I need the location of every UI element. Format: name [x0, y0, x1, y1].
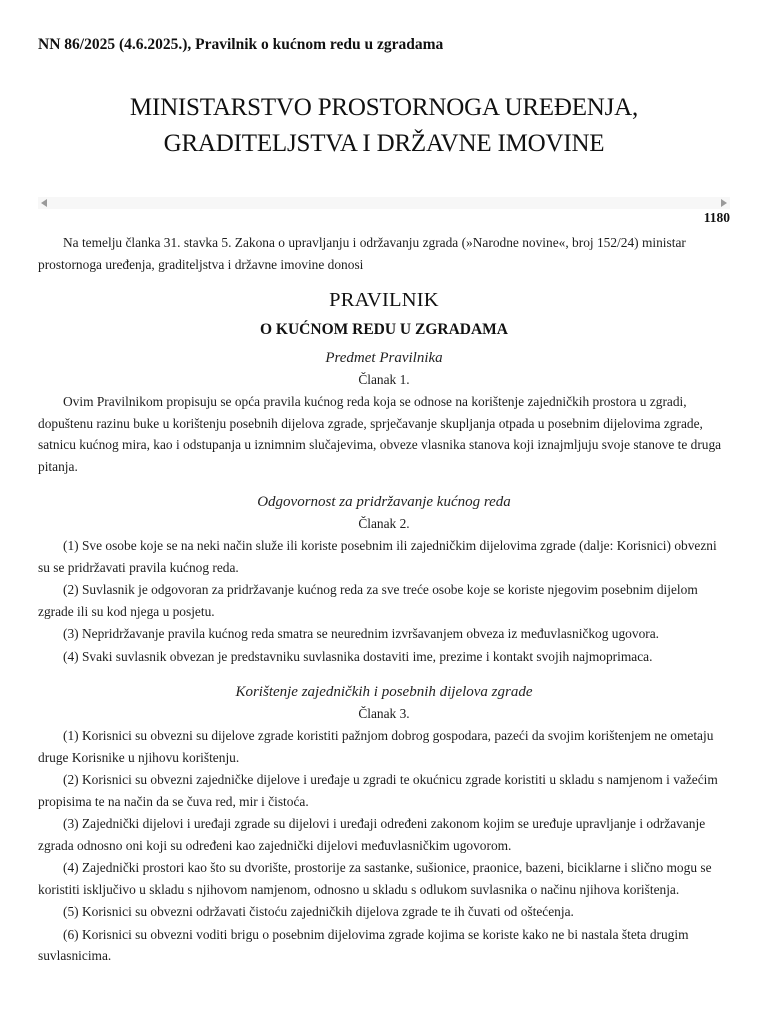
document-body [38, 232, 730, 968]
ministry-name-line-1: MINISTARSTVO PROSTORNOGA UREĐENJA, [129, 94, 639, 121]
article-number: Članak 1. [358, 372, 410, 387]
article-number: Članak 3. [358, 706, 410, 721]
intro-paragraph: Na temelju članka 31. stavka 5. Zakona o upravljanju i održavanju zgrada (»Narodne novine«, broj 152/24) ministar prostornoga uređenja, graditeljstva i državne imovine donosi [38, 235, 686, 272]
document-subtitle: O KUĆNOM REDU U ZGRADAMA [260, 321, 508, 338]
article-paragraph: (6) Korisnici su obvezni voditi brigu o posebnim dijelovima zgrade kojima se koriste kako ne bi nastala šteta drugim suvlasnicima. [38, 926, 689, 963]
section-heading: Korištenje zajedničkih i posebnih dijelova zgrade [235, 684, 533, 700]
article-paragraph: Ovim Pravilnikom propisuju se opća pravila kućnog reda koja se odnose na korištenje zajedničkih prostora u zgradi, dopuštenu razinu buke u korištenju posebnih dijelova zgrade, sprječavanje skupljanja otpada u posebnim dijelovima zgrade, satnicu kućnog mira, kao i odstupanja u iznimnim slučajevima, obveze vlasnika stanova koji iznajmljuju svoje stanove te druga pitanja. [38, 394, 722, 474]
ministry-name [0, 90, 768, 162]
ministry-name-line-2: GRADITELJSTVA I DRŽAVNE IMOVINE [163, 130, 605, 157]
scroll-left-arrow-icon[interactable] [38, 197, 50, 209]
section-heading: Predmet Pravilnika [325, 350, 443, 366]
article-number: Članak 2. [358, 516, 410, 531]
article-paragraph: (4) Svaki suvlasnik obvezan je predstavniku suvlasnika dostaviti ime, prezime i kontakt svojih najmoprimaca. [63, 648, 653, 664]
article-paragraph: (3) Nepridržavanje pravila kućnog reda smatra se neurednim izvršavanjem obveza iz međuvlasničkog ugovora. [63, 626, 660, 641]
article-paragraph: (3) Zajednički dijelovi i uređaji zgrade su dijelovi i uređaji određeni zakonom kojim se uređuje upravljanje i održavanje zgrada odnosno oni koji su određeni kao zajednički dijelovi međuvlasničkim ugovorom. [38, 816, 706, 853]
document-title: PRAVILNIK [329, 289, 439, 311]
section-heading: Odgovornost za pridržavanje kućnog reda [257, 494, 511, 510]
article-paragraph: (1) Sve osobe koje se na neki način služe ili koriste posebnim ili zajedničkim dijelovima zgrade (dalje: Korisnici) obvezni su se pridržavati pravila kućnog reda. [38, 538, 717, 575]
article-paragraph: (4) Zajednički prostori kao što su dvorište, prostorije za sastanke, sušionice, praonice, bazeni, biciklarne i slično mogu se koristiti isključivo u skladu s njihovom namjenom, odnosno u skladu s odlukom suvlasnika o načinu njihova korištenja. [38, 860, 712, 897]
article-paragraph: (1) Korisnici su obvezni su dijelove zgrade koristiti pažnjom dobrog gospodara, pazeći da svojim korištenjem ne ometaju druge Korisnike u njihovu korištenju. [38, 728, 714, 765]
scroll-right-arrow-icon[interactable] [718, 197, 730, 209]
article-paragraph: (2) Korisnici su obvezni zajedničke dijelove i uređaje u zgradi te okućnicu zgrade koristiti u skladu s namjenom i važećim propisima te na način da se čuva red, mir i čistoća. [38, 772, 718, 809]
article-paragraph: (5) Korisnici su obvezni održavati čistoću zajedničkih dijelova zgrade te ih čuvati od oštećenja. [63, 904, 574, 919]
horizontal-scrollbar[interactable] [38, 197, 730, 209]
article-paragraph: (2) Suvlasnik je odgovoran za pridržavanje kućnog reda za sve treće osobe koje se koriste njegovim posebnim dijelom zgrade ili su kod njega u posjetu. [38, 582, 698, 619]
document-header-title: NN 86/2025 (4.6.2025.), Pravilnik o kućnom redu u zgradama [38, 36, 444, 53]
document-number: 1180 [703, 210, 730, 225]
